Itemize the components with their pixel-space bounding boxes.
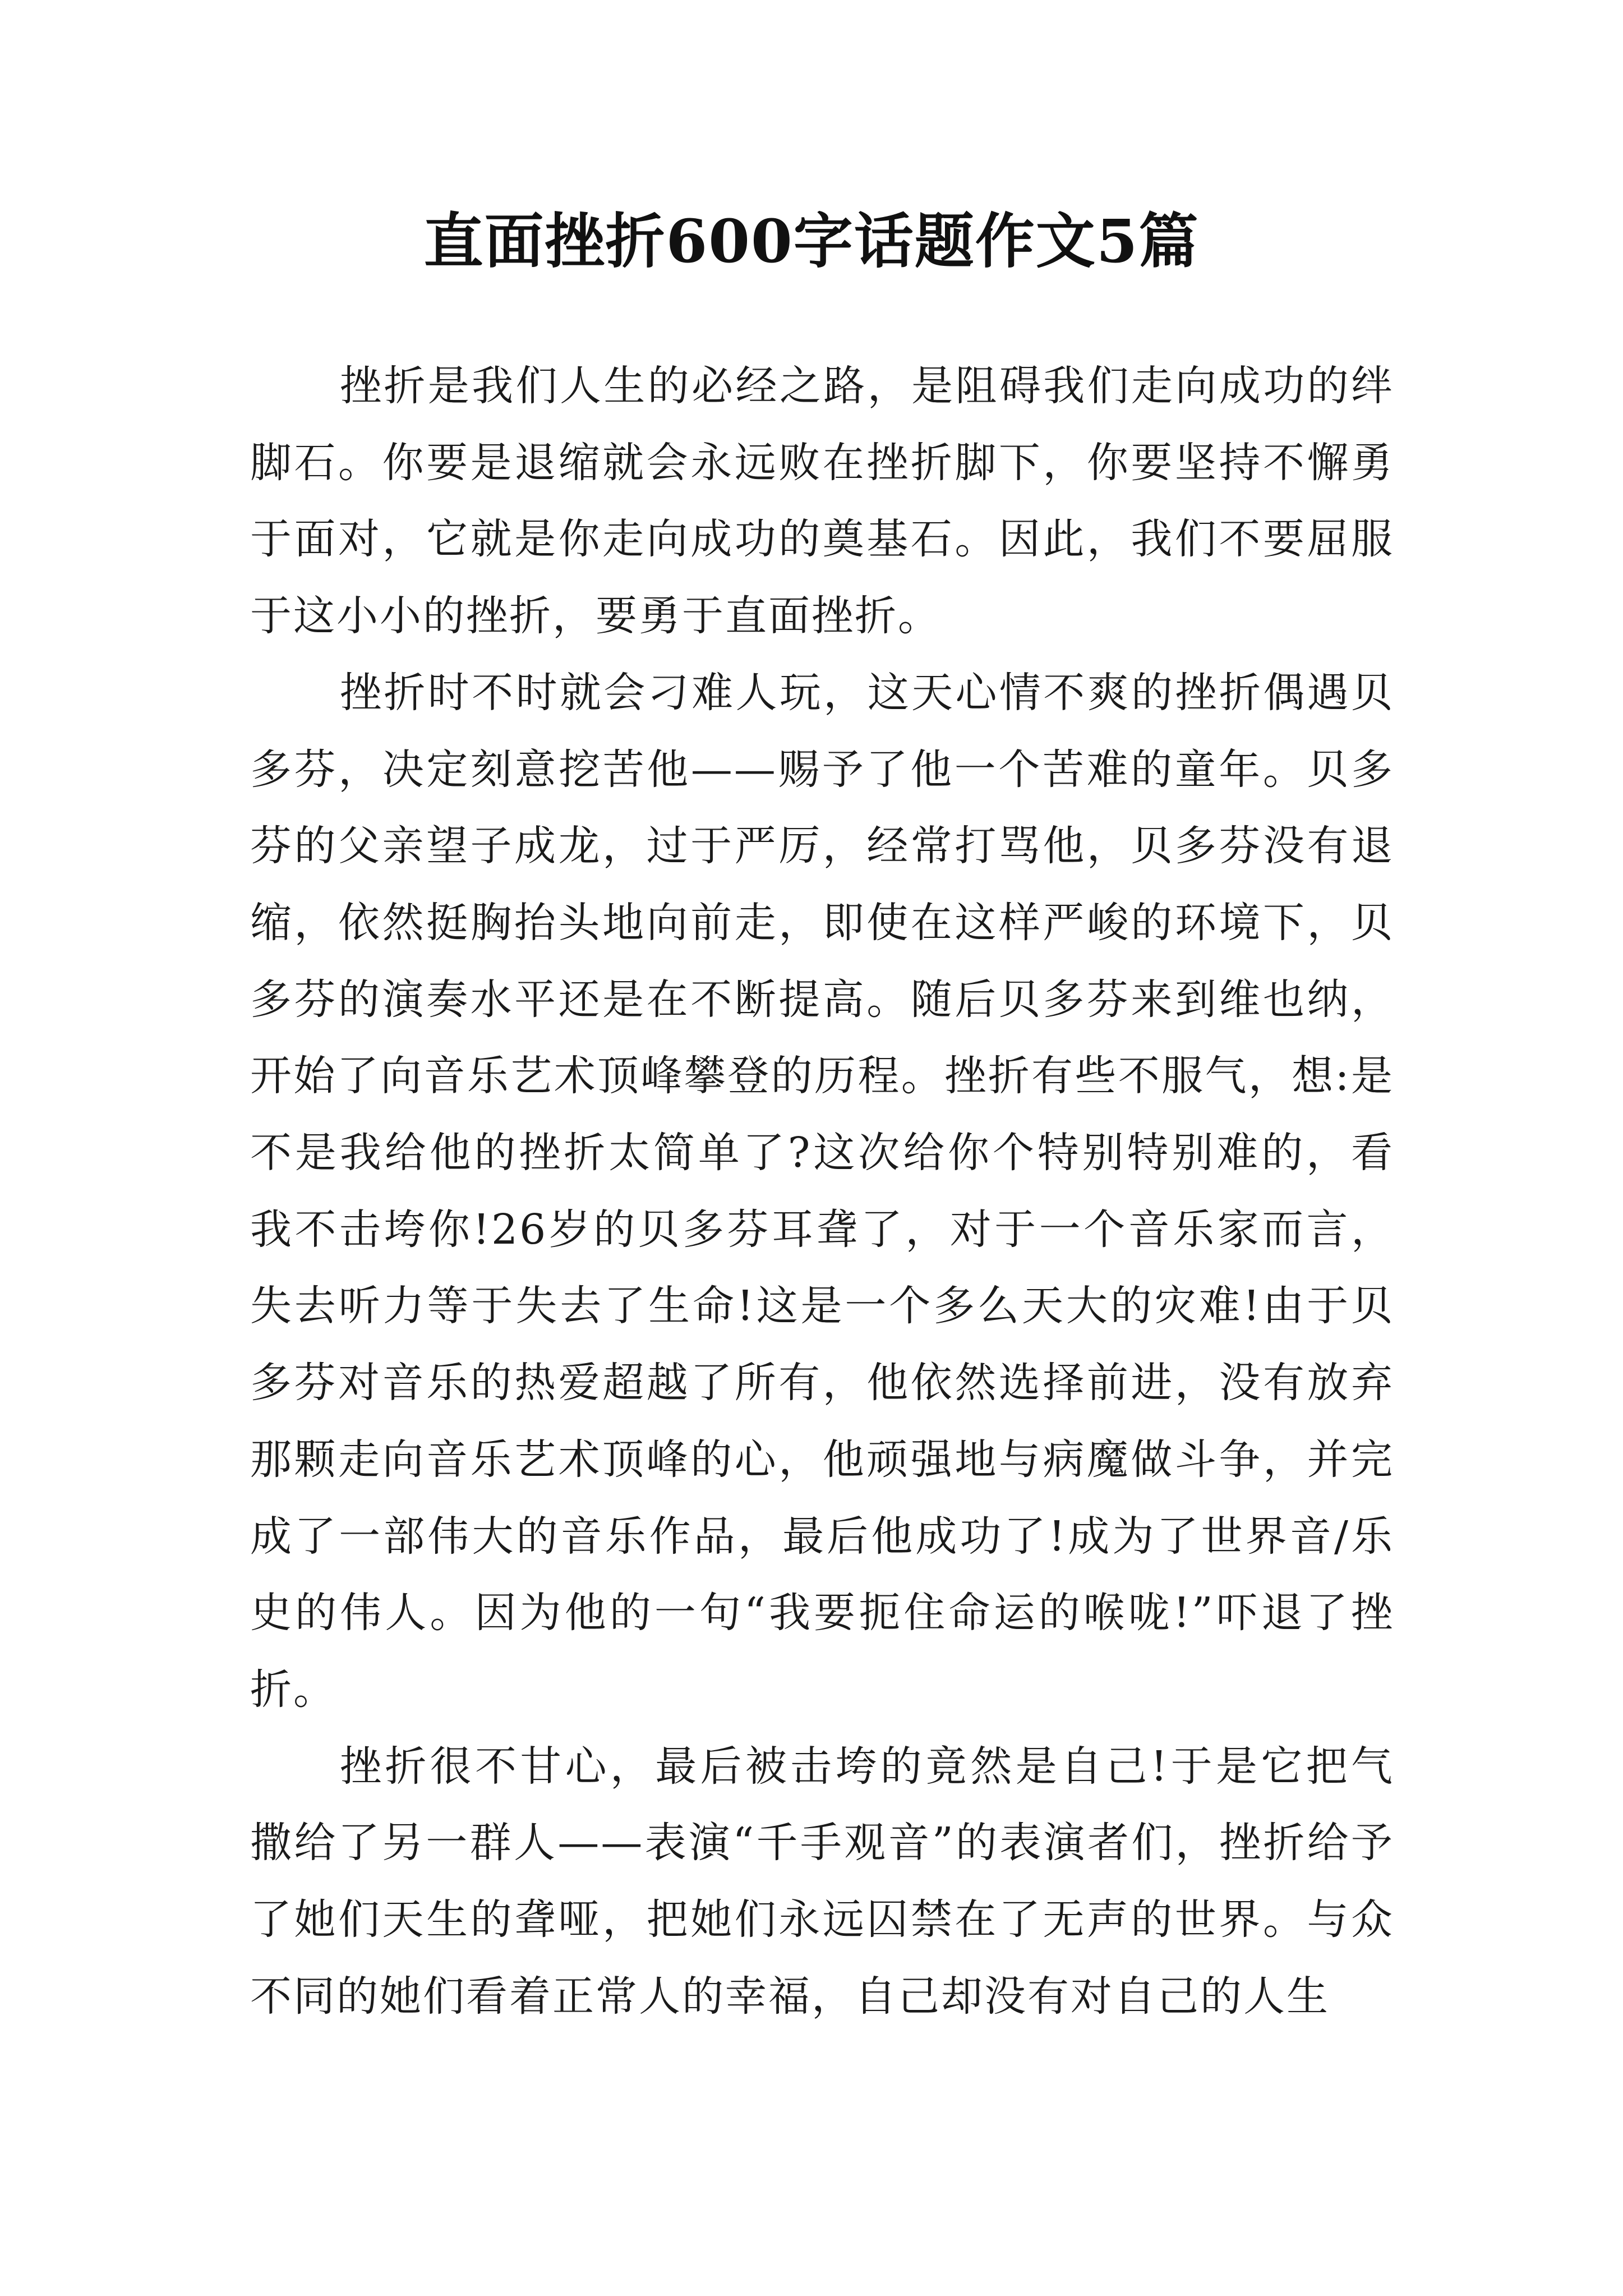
paragraph-3: 挫折很不甘心，最后被击垮的竟然是自己!于是它把气撒给了另一群人——表演“千手观音”的表演者们，挫折给予了她们天生的聋哑，把她们永远囚禁在了无声的世界。与众不同的她们看着正常人的幸福，自己却没有对自己的人生 — [250, 1742, 1394, 2021]
paragraph-1: 挫折是我们人生的必经之路，是阻碍我们走向成功的绊脚石。你要是退缩就会永远败在挫折脚下，你要坚持不懈勇于面对，它就是你走向成功的奠基石。因此，我们不要屈服于这小小的挫折，要勇于直面挫折。 — [250, 362, 1394, 641]
document-title: 直面挫折600字话题作文5篇 — [423, 206, 1200, 276]
document-body — [250, 348, 1394, 2035]
paragraph-2: 挫折时不时就会刁难人玩，这天心情不爽的挫折偶遇贝多芬，决定刻意挖苦他——赐予了他一个苦难的童年。贝多芬的父亲望子成龙，过于严厉，经常打骂他，贝多芬没有退缩，依然挺胸抬头地向前走，即使在这样严峻的环境下，贝多芬的演奏水平还是在不断提高。随后贝多芬来到维也纳，开始了向音乐艺术顶峰攀登的历程。挫折有些不服气，想:是不是我给他的挫折太简单了?这次给你个特别特别难的，看我不击垮你!26岁的贝多芬耳聋了，对于一个音乐家而言，失去听力等于失去了生命!这是一个多么天大的灾难!由于贝多芬对音乐的热爱超越了所有，他依然选择前进，没有放弃那颗走向音乐艺术顶峰的心，他顽强地与病魔做斗争，并完成了一部伟大的音乐作品，最后他成功了!成为了世界音/乐史的伟人。因为他的一句“我要扼住命运的喉咙!”吓退了挫折。 — [250, 668, 1394, 1714]
